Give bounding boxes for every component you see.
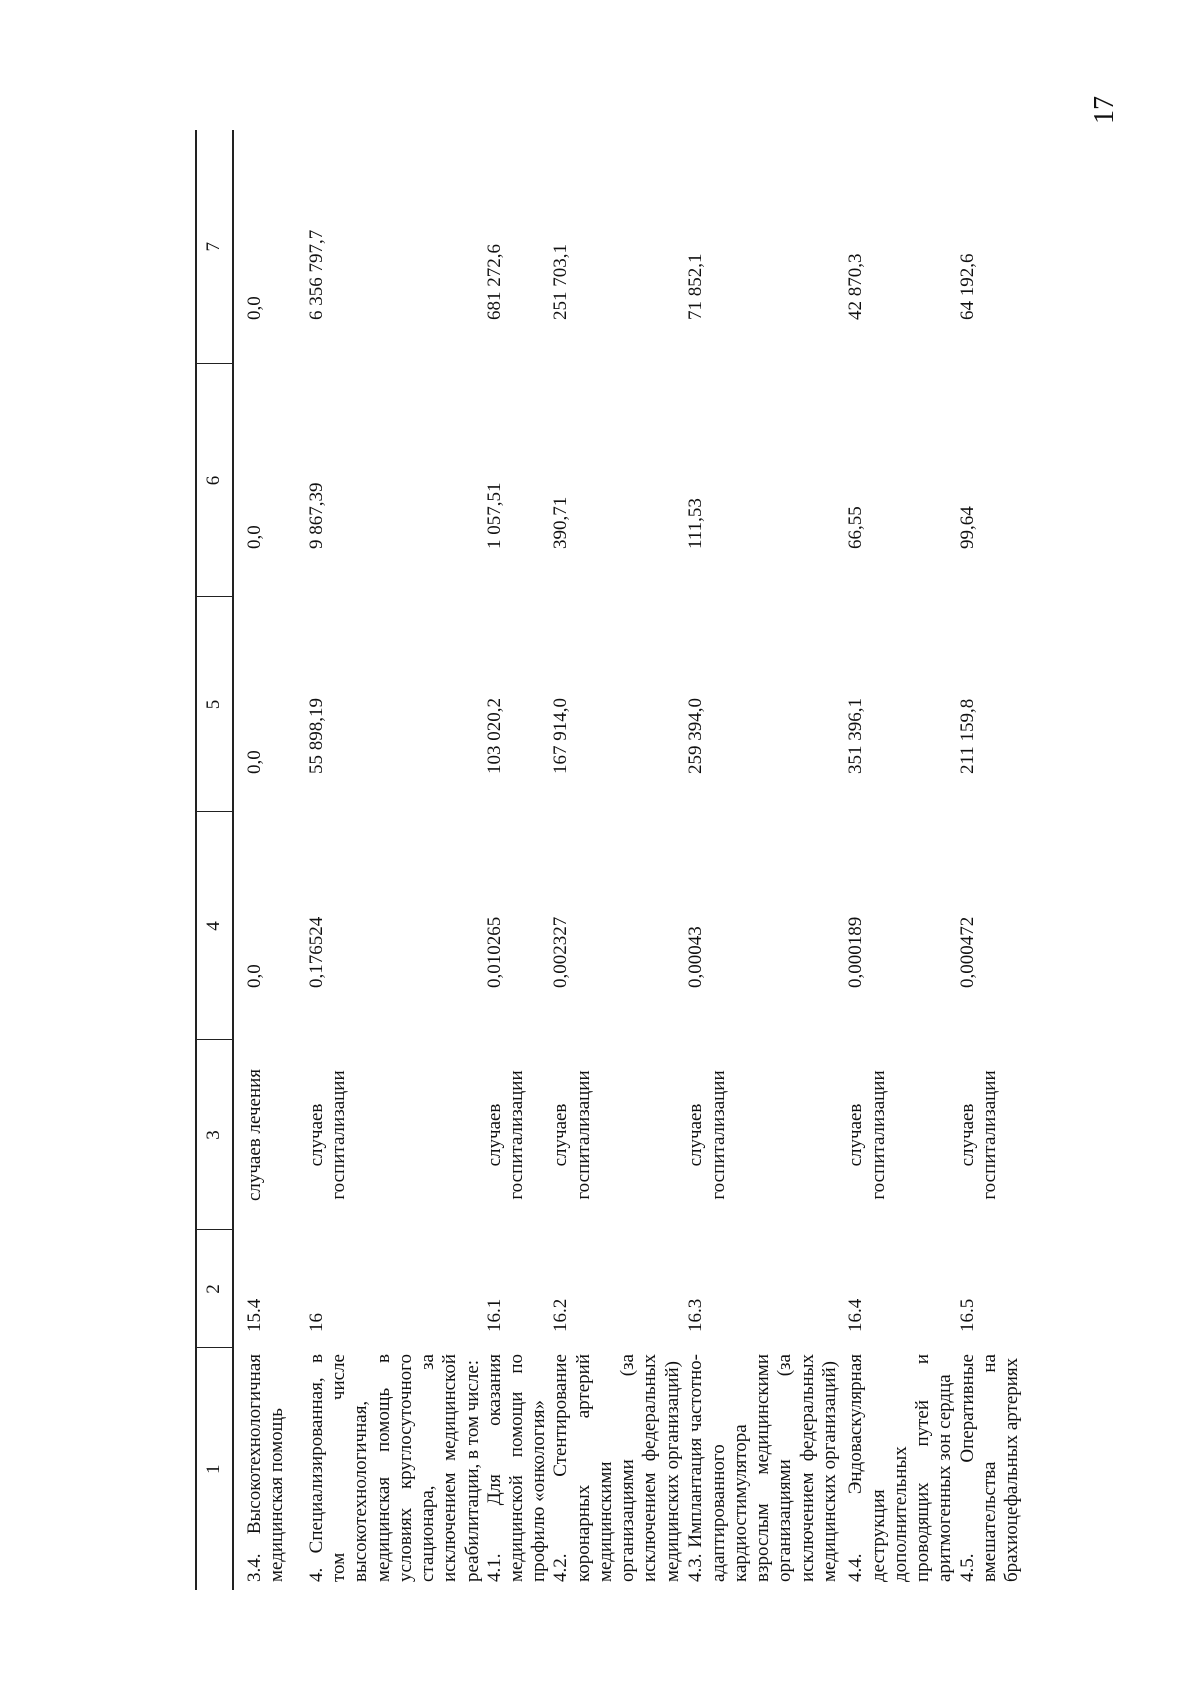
header-col-2: 2 bbox=[196, 1230, 233, 1348]
cell-line-number: 16.3 bbox=[685, 1298, 707, 1332]
cell-line-number: 16.1 bbox=[483, 1298, 505, 1332]
header-col-3: 3 bbox=[196, 1040, 233, 1230]
cell-col-7: 6 356 797,7 bbox=[306, 229, 327, 320]
header-col-1: 1 bbox=[196, 1348, 233, 1590]
cell-col-4: 0,0 bbox=[244, 964, 265, 988]
cell-col-7: 681 272,6 bbox=[483, 244, 505, 320]
cell-col-6: 66,55 bbox=[845, 506, 867, 549]
table-row bbox=[550, 130, 685, 1590]
cell-col-4: 0,002327 bbox=[550, 916, 572, 988]
cell-col-7: 42 870,3 bbox=[845, 253, 867, 320]
table-header-row bbox=[196, 130, 233, 1590]
cell-col-6: 99,64 bbox=[956, 506, 978, 549]
cell-unit: случаев госпитализации bbox=[845, 1070, 889, 1200]
cell-description: 4.1. Для оказания медицинской помощи по профилю «онкология» bbox=[483, 1354, 550, 1582]
table-row bbox=[845, 130, 956, 1590]
cell-description: 4.3. Имплантация частотно-адаптированного кардиостимулятора взрослым медицинскими организациями (за исключением федеральных медицинских организаций) bbox=[685, 1354, 840, 1582]
cell-col-4: 0,000189 bbox=[845, 916, 867, 988]
cell-col-4: 0,176524 bbox=[306, 916, 327, 988]
cell-unit: случаев госпитализации bbox=[685, 1070, 729, 1200]
cell-col-4: 0,00043 bbox=[685, 926, 707, 988]
cell-description: 4. Специализированная, в том числе высокотехнологичная, медицинская помощь в условиях круглосуточного стационара, за исключением медицинской реабилитации, в том числе: bbox=[306, 1354, 483, 1582]
table-row bbox=[484, 130, 551, 1590]
cell-col-7: 71 852,1 bbox=[685, 253, 707, 320]
cell-line-number: 16.5 bbox=[956, 1298, 978, 1332]
header-col-6: 6 bbox=[196, 364, 233, 597]
table-row bbox=[306, 130, 484, 1590]
cell-description: 4.5. Оперативные вмешательства на брахиоцефальных артериях bbox=[956, 1354, 1022, 1582]
cell-col-6: 9 867,39 bbox=[306, 482, 327, 549]
table-row bbox=[685, 130, 845, 1590]
cell-description: 4.4. Эндоваскулярная деструкция дополнительных проводящих путей и аритмогенных зон сердца bbox=[845, 1354, 956, 1582]
cell-col-5: 103 020,2 bbox=[483, 698, 505, 774]
cell-line-number: 16.4 bbox=[845, 1298, 867, 1332]
cell-col-7: 0,0 bbox=[244, 296, 265, 320]
cell-col-5: 55 898,19 bbox=[306, 698, 327, 774]
cell-unit: случаев госпитализации bbox=[306, 1070, 350, 1200]
cell-unit: случаев госпитализации bbox=[956, 1070, 1000, 1200]
cell-line-number: 16.2 bbox=[550, 1298, 572, 1332]
cell-col-7: 64 192,6 bbox=[956, 253, 978, 320]
cell-description: 3.4. Высокотехнологичная медицинская помощь bbox=[244, 1354, 288, 1582]
rotated-table-container bbox=[195, 130, 1023, 1590]
cell-col-5: 0,0 bbox=[244, 750, 265, 774]
cell-col-5: 167 914,0 bbox=[550, 698, 572, 774]
table-row bbox=[233, 130, 306, 1590]
header-col-7: 7 bbox=[196, 130, 233, 364]
cell-col-6: 390,71 bbox=[550, 496, 572, 549]
cell-col-5: 211 159,8 bbox=[956, 698, 978, 774]
cell-line-number: 15.4 bbox=[244, 1298, 265, 1332]
cell-col-6: 0,0 bbox=[244, 525, 265, 549]
cell-unit: случаев лечения bbox=[244, 1068, 265, 1202]
table-row bbox=[957, 130, 1024, 1590]
cell-col-6: 1 057,51 bbox=[483, 482, 505, 549]
cell-unit: случаев госпитализации bbox=[483, 1070, 527, 1200]
page-number: 17 bbox=[1089, 96, 1120, 124]
data-table bbox=[195, 130, 1023, 1590]
cell-col-6: 111,53 bbox=[685, 498, 707, 549]
cell-col-5: 259 394,0 bbox=[685, 698, 707, 774]
cell-col-5: 351 396,1 bbox=[845, 698, 867, 774]
cell-col-7: 251 703,1 bbox=[550, 244, 572, 320]
cell-description: 4.2. Стентирование коронарных артерий медицинскими организациями (за исключением федеральных медицинских организаций) bbox=[550, 1354, 683, 1582]
header-col-4: 4 bbox=[196, 812, 233, 1040]
header-col-5: 5 bbox=[196, 597, 233, 812]
cell-unit: случаев госпитализации bbox=[550, 1070, 594, 1200]
cell-line-number: 16 bbox=[306, 1313, 327, 1332]
cell-col-4: 0,010265 bbox=[483, 916, 505, 988]
cell-col-4: 0,000472 bbox=[956, 916, 978, 988]
